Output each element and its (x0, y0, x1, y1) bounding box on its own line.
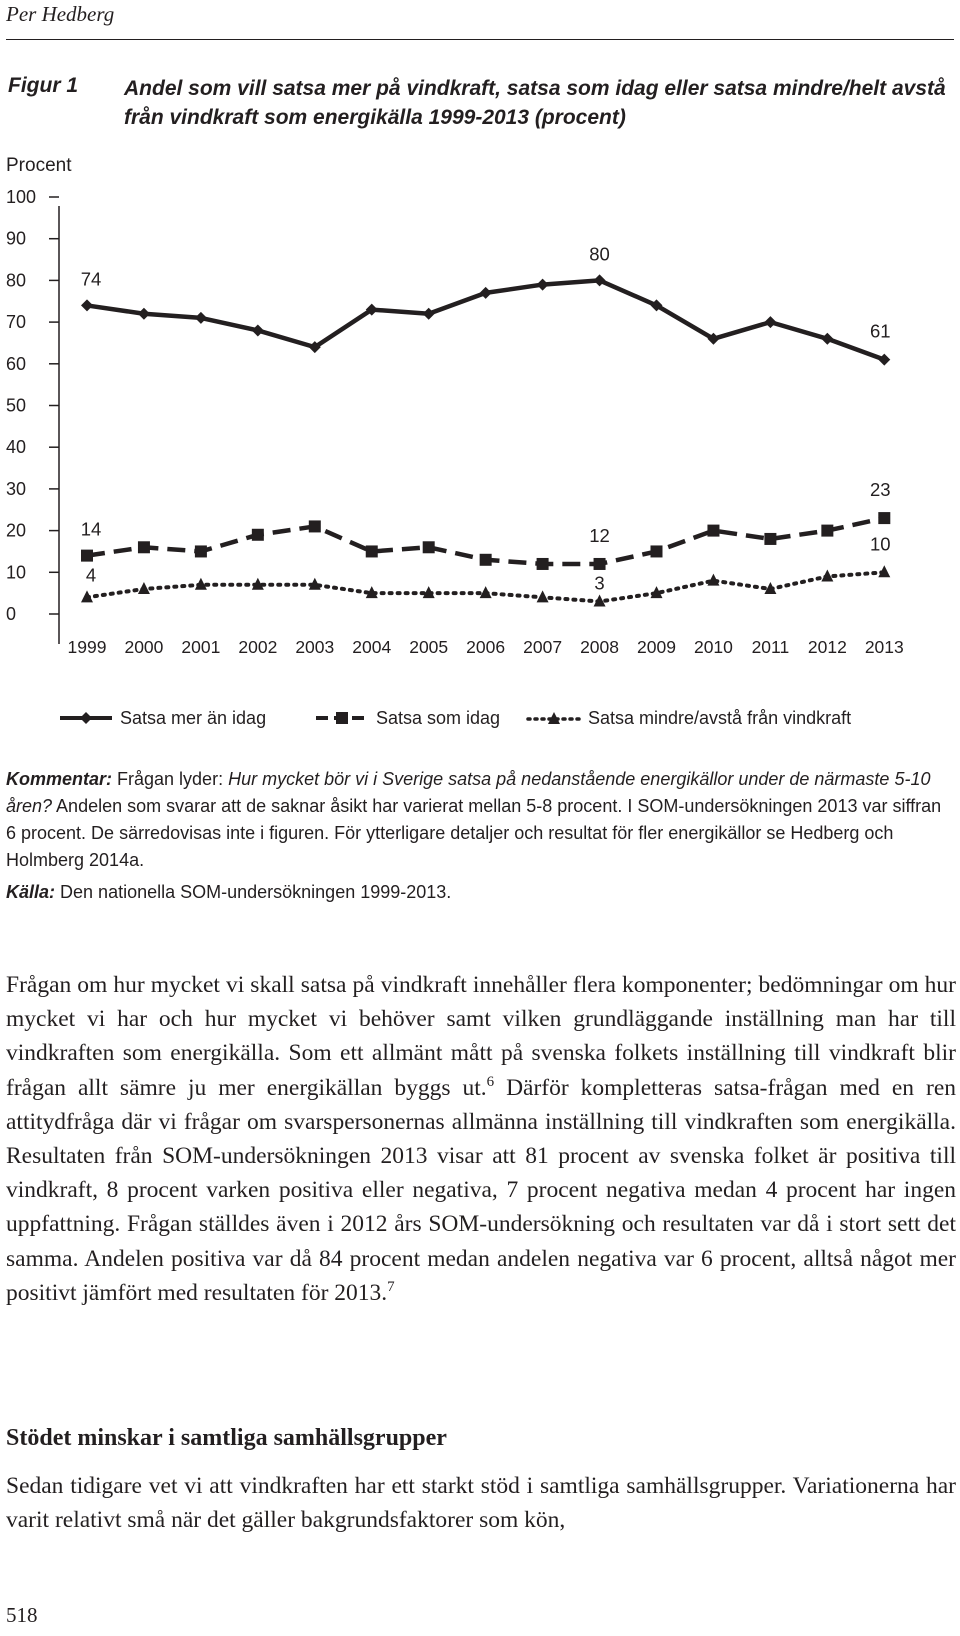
series-1 (81, 243, 891, 365)
body-paragraph (6, 968, 956, 1310)
data-label: 4 (85, 564, 97, 586)
data-point-diamond (480, 287, 492, 299)
series-layer (81, 243, 891, 606)
x-tick-label: 2003 (295, 637, 335, 657)
source-lead: Källa: (6, 882, 56, 902)
data-point-square (195, 545, 207, 557)
chart-legend (48, 703, 948, 733)
y-tick-label: 90 (6, 228, 27, 249)
data-point-square (81, 550, 93, 562)
x-tick-label: 2008 (580, 637, 620, 657)
source-text: Den nationella SOM-undersökningen 1999-2013. (55, 882, 452, 902)
x-tick-label: 2013 (864, 637, 904, 657)
data-label: 74 (80, 268, 102, 290)
data-point-diamond (764, 316, 776, 328)
x-tick-label: 2001 (181, 637, 221, 657)
data-point-triangle (81, 590, 93, 602)
line-chart (0, 140, 960, 700)
data-point-square (480, 554, 492, 566)
data-point-square (821, 525, 833, 537)
data-point-diamond (537, 279, 549, 291)
section-heading: Stödet minskar i samtliga samhällsgrupper (6, 1425, 447, 1451)
data-point-square (878, 512, 890, 524)
legend-line-dashed-square (314, 710, 370, 726)
data-label: 12 (589, 524, 610, 546)
data-point-square (707, 525, 719, 537)
data-point-square (138, 541, 150, 553)
y-tick-label: 50 (6, 395, 27, 416)
x-tick-label: 2012 (807, 637, 847, 657)
y-axis-label: Procent (6, 155, 72, 176)
data-point-diamond (195, 312, 207, 324)
body-text: Därför kompletteras satsa-frågan med en ren attitydfråga där vi frågar om svarspersonernas allmänna inställning till vindkraften som energikälla. Resultaten från SOM-undersökningen 2013 visar att 81 procent av svenska folket är positiva till vindkraft, 8 procent varken positiva eller negativa, 7 procent negativa medan 4 procent har ingen uppfattning. Frågan ställdes även i 2012 års SOM-undersökning och resultaten var då i stort sett det samma. Andelen positiva var då 84 procent medan andelen negativa var 6 procent, alltså något mer positivt jämfört med resultaten för 2013. (6, 1074, 957, 1306)
data-point-triangle (480, 586, 492, 598)
running-head: Per Hedberg (6, 2, 115, 26)
data-point-triangle (138, 582, 150, 594)
section-paragraph: Sedan tidigare vet vi att vindkraften har ett starkt stöd i samtliga samhällsgrupper. Variationerna har varit relativt små när det gäller bakgrundsfaktorer som kön, (6, 1473, 956, 1534)
data-point-diamond (138, 308, 150, 320)
data-point-diamond (423, 308, 435, 320)
data-point-triangle (537, 590, 549, 602)
y-tick-label: 100 (6, 187, 37, 207)
data-point-square (651, 545, 663, 557)
data-point-square (594, 558, 606, 570)
legend-label: Satsa mindre/avstå från vindkraft (588, 707, 852, 728)
header-rule (6, 39, 954, 40)
x-tick-label: 2007 (523, 637, 563, 657)
figure-comment (6, 766, 956, 874)
x-tick-label: 2000 (124, 637, 164, 657)
body-text: Frågan om hur mycket vi skall satsa på vindkraft innehåller flera komponenter; bedömningar om hur mycket vi har och hur mycket vi behöver samt vilken grundläggande inställning man har till vindkraften som energikälla. Som ett allmänt mått på svenska folkets inställning till vindkraft blir frågan allt sämre ju mer energikällan byggs ut. (6, 972, 956, 1101)
y-tick-label: 40 (6, 437, 27, 458)
data-point-square (309, 520, 321, 532)
x-tick-label: 2005 (409, 637, 449, 657)
y-tick-label: 70 (6, 312, 27, 333)
footnote-ref: 7 (387, 1279, 395, 1295)
data-point-square (366, 545, 378, 557)
y-axis-ticks (6, 187, 59, 624)
footnote-ref: 6 (486, 1073, 495, 1090)
comment-lead: Kommentar: (6, 769, 113, 789)
data-point-diamond (252, 324, 264, 336)
page-number: 518 (6, 1603, 38, 1627)
y-tick-label: 60 (6, 353, 27, 374)
y-tick-label: 20 (6, 520, 27, 541)
series-2 (81, 479, 891, 570)
comment-question: Hur mycket bör vi i Sverige satsa på nedanstående energikällor under de närmaste 5-10 åren? (6, 769, 931, 816)
y-tick-label: 10 (6, 562, 27, 583)
figure-label: Figur 1 (8, 74, 79, 97)
data-point-diamond (81, 299, 93, 311)
data-point-diamond (821, 333, 833, 345)
legend-item-satsa-mindre (526, 703, 851, 733)
legend-item-satsa-som-idag (314, 703, 500, 733)
figure-source (6, 879, 956, 906)
y-tick-label: 0 (6, 604, 17, 624)
data-point-square (537, 558, 549, 570)
data-point-square (764, 533, 776, 545)
y-tick-label: 80 (6, 270, 27, 291)
legend-label: Satsa som idag (376, 707, 501, 728)
data-label: 14 (80, 518, 102, 540)
data-label: 80 (589, 243, 610, 265)
x-tick-label: 1999 (67, 637, 107, 657)
data-point-square (252, 529, 264, 541)
legend-item-satsa-mer (58, 703, 266, 733)
x-tick-label: 2002 (238, 637, 278, 657)
legend-line-dotted-triangle (526, 710, 582, 726)
x-tick-label: 2010 (693, 637, 733, 657)
comment-text: Frågan lyder: (112, 769, 229, 789)
x-tick-label: 2011 (751, 637, 790, 657)
y-tick-label: 30 (6, 478, 27, 499)
x-tick-label: 2004 (352, 637, 392, 657)
x-axis-tick-labels (68, 637, 904, 657)
legend-label: Satsa mer än idag (120, 707, 267, 728)
figure-title: Andel som vill satsa mer på vindkraft, satsa som idag eller satsa mindre/helt avstå från vindkraft som energikälla 1999-2013 (procent) (124, 77, 946, 129)
x-tick-label: 2009 (637, 637, 676, 657)
legend-line-solid-diamond (58, 710, 114, 726)
comment-text-continued: Andelen som svarar att de saknar åsikt har varierat mellan 5-8 procent. I SOM-undersökningen 2013 var siffran 6 procent. De särredovisas inte i figuren. För ytterligare detaljer och resultat för fler energikällor se Hedberg och Holmberg 2014a. (6, 796, 942, 870)
data-label: 23 (870, 479, 891, 501)
data-label: 61 (870, 320, 891, 342)
data-label: 3 (594, 572, 605, 594)
x-tick-label: 2006 (466, 637, 506, 657)
data-label: 10 (870, 533, 891, 555)
data-point-diamond (878, 354, 890, 366)
data-point-square (423, 541, 435, 553)
